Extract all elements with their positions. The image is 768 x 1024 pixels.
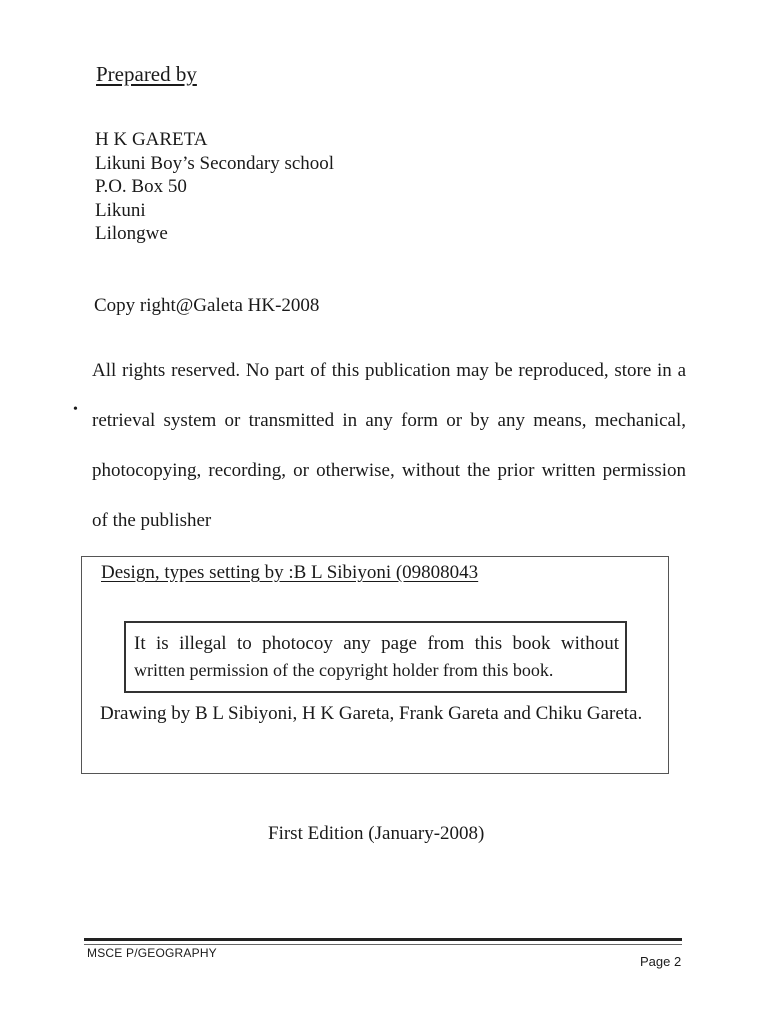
warning-line-1: It is illegal to photocoy any page from this book without xyxy=(134,633,619,654)
town: Likuni xyxy=(95,199,146,221)
po-box: P.O. Box 50 xyxy=(95,176,187,197)
footer-divider-thin xyxy=(84,944,682,945)
design-credit: Design, types setting by :B L Sibiyoni (09808043 xyxy=(101,562,479,583)
city: Lilongwe xyxy=(95,223,168,244)
author-name: H K GARETA xyxy=(95,129,208,150)
warning-line-2: written permission of the copyright holder from this book. xyxy=(134,660,554,680)
copy-warning-box xyxy=(124,621,627,693)
author-address xyxy=(95,128,334,246)
drawing-credit: Drawing by B L Sibiyoni, H K Gareta, Frank Gareta and Chiku Gareta. xyxy=(100,703,643,724)
edition-line: First Edition (January-2008) xyxy=(268,823,485,844)
credits-box xyxy=(81,556,669,774)
page-number: Page 2 xyxy=(640,954,682,969)
school-name: Likuni Boy’s Secondary school xyxy=(95,152,335,174)
footer-subject: MSCE P/GEOGRAPHY xyxy=(87,946,217,960)
copyright-line: Copy right@Galeta HK-2008 xyxy=(94,295,320,316)
prepared-by-heading: Prepared by xyxy=(96,62,197,86)
stray-mark: • xyxy=(73,402,78,417)
rights-paragraph: All rights reserved. No part of this publication may be reproduced, store in a retrieval system or transmitted in any form or by any means, mechanical, photocopying, recording, or otherwise, without the prior written permission of the publisher xyxy=(92,360,686,531)
footer-divider xyxy=(84,938,682,941)
